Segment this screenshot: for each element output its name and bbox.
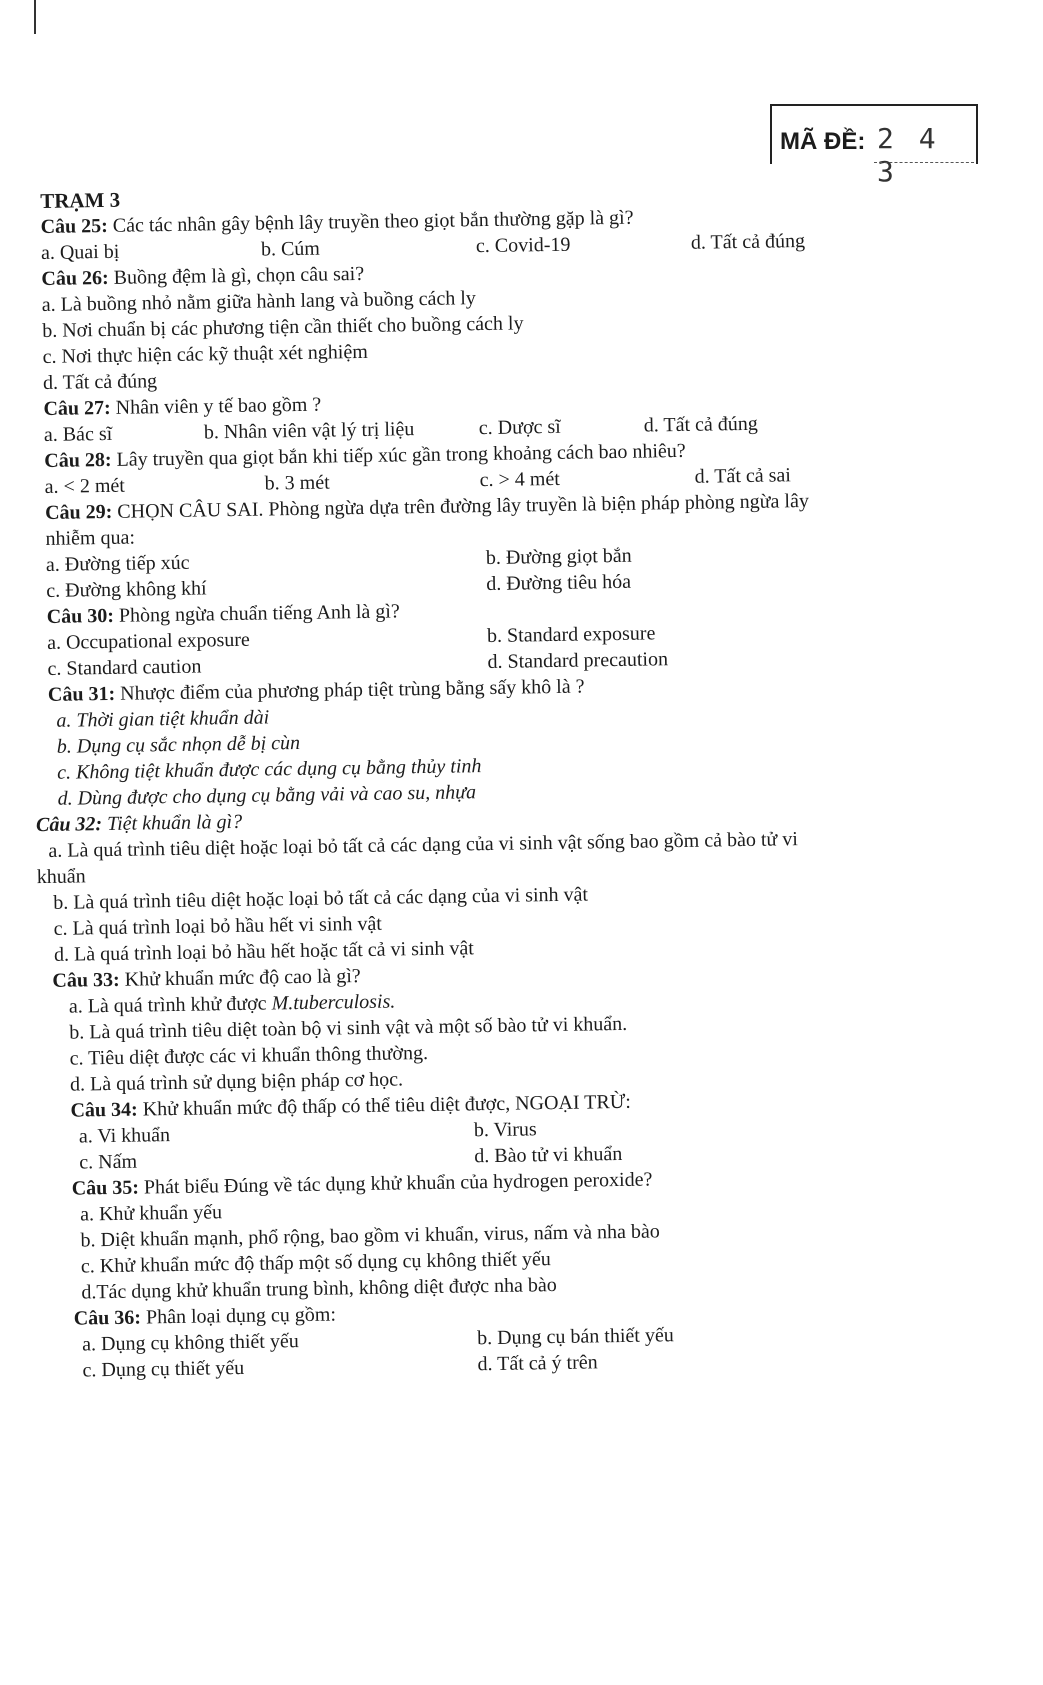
option-a: a. Vi khuẩn — [78, 1124, 171, 1148]
question-text: CHỌN CÂU SAI. Phòng ngừa dựa trên đường lây truyền là biện pháp phòng ngừa lây nhiễm qua: — [45, 489, 810, 550]
option-b: b. Virus — [473, 1118, 537, 1142]
exam-code-label: MÃ ĐỀ: — [780, 128, 866, 155]
page-edge-mark — [34, 0, 36, 34]
option-c: c. Khử khuẩn mức độ thấp một số dụng cụ không thiết yếu — [80, 1248, 552, 1278]
question-35 — [56, 1162, 938, 1306]
question-number: Câu 36: — [73, 1306, 142, 1330]
option-d: d. Đường tiêu hóa — [486, 570, 632, 596]
option-c: c. Covid-19 — [475, 233, 571, 258]
question-32 — [36, 798, 932, 968]
question-number: Câu 27: — [43, 396, 111, 420]
question-number: Câu 28: — [44, 448, 112, 472]
question-number: Câu 31: — [47, 682, 116, 706]
option-b: b. Nhân viên vật lý trị liệu — [203, 418, 415, 444]
question-36 — [58, 1292, 939, 1384]
option-d: d. Tất cả đúng — [690, 229, 806, 254]
question-text: Buồng đệm là gì, chọn câu sai? — [113, 262, 365, 289]
option-b: b. Dụng cụ bán thiết yếu — [476, 1324, 674, 1350]
option-d: d. Tất cả ý trên — [477, 1351, 598, 1376]
question-number: Câu 30: — [46, 604, 115, 628]
option-d: d. Tất cả đúng — [42, 370, 158, 394]
option-a-organism: M.tuberculosis. — [271, 990, 396, 1015]
question-number: Câu 34: — [70, 1098, 138, 1122]
question-34 — [54, 1084, 935, 1176]
option-b: b. Dụng cụ sắc nhọn dễ bị cùn — [56, 731, 301, 758]
option-c: c. Nấm — [79, 1150, 138, 1174]
question-31 — [48, 668, 930, 812]
option-c: c. Dụng cụ thiết yếu — [82, 1356, 245, 1382]
option-c: c. Đường không khí — [46, 577, 207, 602]
question-number: Câu 33: — [52, 968, 120, 992]
question-30 — [47, 590, 928, 682]
option-d: d. Standard precaution — [487, 648, 669, 674]
question-text: Phòng ngừa chuẩn tiếng Anh là gì? — [118, 600, 400, 627]
option-a: a. Là buồng nhỏ nằm giữa hành lang và buồng cách ly — [41, 287, 477, 316]
option-b: b. Nơi chuẩn bị các phương tiện cần thiết cho buồng cách ly — [42, 312, 524, 342]
option-b: b. 3 mét — [264, 471, 330, 495]
question-text: Các tác nhân gây bệnh lây truyền theo giọt bắn thường gặp là gì? — [112, 206, 634, 237]
option-c: c. Nơi thực hiện các kỹ thuật xét nghiệm — [42, 340, 369, 368]
question-sheet — [35, 174, 939, 1384]
option-a: a. Occupational exposure — [46, 628, 250, 654]
option-b: b. Standard exposure — [486, 622, 656, 648]
option-a: a. Thời gian tiệt khuẩn dài — [56, 706, 270, 732]
option-d: d. Dùng được cho dụng cụ bằng vải và cao su, nhựa — [57, 781, 477, 810]
question-text: Lây truyền qua giọt bắn khi tiếp xúc gần trong khoảng cách bao nhiêu? — [116, 439, 686, 471]
question-29 — [45, 486, 927, 604]
question-text: Khử khuẩn mức độ cao là gì? — [124, 965, 361, 991]
option-a: a. Khử khuẩn yếu — [79, 1201, 223, 1226]
option-d: d. Tất cả sai — [694, 464, 792, 488]
question-text: Tiệt khuẩn là gì? — [106, 810, 243, 836]
option-b: b. Diệt khuẩn mạnh, phổ rộng, bao gồm vi khuẩn, virus, nấm và nha bào — [80, 1220, 660, 1252]
question-number: Câu 25: — [40, 214, 109, 238]
option-a: a. Quai bị — [40, 240, 120, 264]
exam-code-underline — [874, 162, 974, 163]
option-a: a. Bác sĩ — [43, 422, 113, 446]
option-c: c. > 4 mét — [479, 467, 560, 492]
option-b: b. Là quá trình tiêu diệt hoặc loại bỏ tất cả các dạng của vi sinh vật — [53, 883, 589, 914]
option-b: b. Cúm — [260, 237, 321, 261]
option-c: c. Là quá trình loại bỏ hầu hết vi sinh vật — [53, 912, 383, 940]
option-d: d. Tất cả đúng — [643, 412, 759, 437]
option-c: c. Dược sĩ — [478, 415, 561, 440]
question-26 — [41, 252, 923, 396]
option-c: c. Không tiệt khuẩn được các dụng cụ bằng thủy tinh — [57, 755, 482, 784]
option-d: d. Là quá trình sử dụng biện pháp cơ học. — [69, 1068, 404, 1096]
exam-code-value: 2 4 3 — [877, 122, 940, 188]
question-number: Câu 35: — [71, 1176, 140, 1200]
option-a: a. Dụng cụ không thiết yếu — [81, 1330, 299, 1356]
option-d: d. Bào tử vi khuẩn — [474, 1142, 623, 1168]
question-number: Câu 29: — [44, 500, 113, 524]
question-33 — [52, 954, 934, 1098]
option-c: c. Standard caution — [47, 655, 202, 680]
option-b: b. Đường giọt bắn — [485, 544, 632, 570]
question-text: Phân loại dụng cụ gồm: — [145, 1303, 337, 1329]
station-title: TRẠM 3 — [40, 187, 121, 213]
option-d: d.Tác dụng khử khuẩn trung bình, không diệt được nha bào — [81, 1274, 557, 1304]
question-number: Câu 26: — [41, 266, 109, 290]
option-a: a. Là quá trình tiêu diệt hoặc loại bỏ tất cả các dạng của vi sinh vật sống bao gồm cả bào tử vi khuẩn — [36, 828, 798, 889]
option-a-text: a. Là quá trình khử được — [68, 992, 272, 1018]
option-c: c. Tiêu diệt được các vi khuẩn thông thường. — [69, 1042, 429, 1070]
question-text: Phát biểu Đúng về tác dụng khử khuẩn của hydrogen peroxide? — [143, 1168, 653, 1199]
question-text: Khử khuẩn mức độ thấp có thể tiêu diệt được, NGOẠI TRỪ: — [142, 1090, 631, 1121]
question-number: Câu 32: — [35, 813, 103, 837]
exam-code-box — [770, 104, 978, 188]
option-d: d. Là quá trình loại bỏ hầu hết hoặc tất cả vi sinh vật — [53, 937, 475, 966]
option-a: a. < 2 mét — [44, 474, 126, 498]
option-a: a. Đường tiếp xúc — [45, 551, 190, 576]
question-text: Nhược điểm của phương pháp tiệt trùng bằng sấy khô là ? — [120, 675, 585, 705]
option-b: b. Là quá trình tiêu diệt toàn bộ vi sinh vật và một số bào tử vi khuẩn. — [69, 1012, 628, 1044]
question-text: Nhân viên y tế bao gồm ? — [115, 393, 322, 419]
